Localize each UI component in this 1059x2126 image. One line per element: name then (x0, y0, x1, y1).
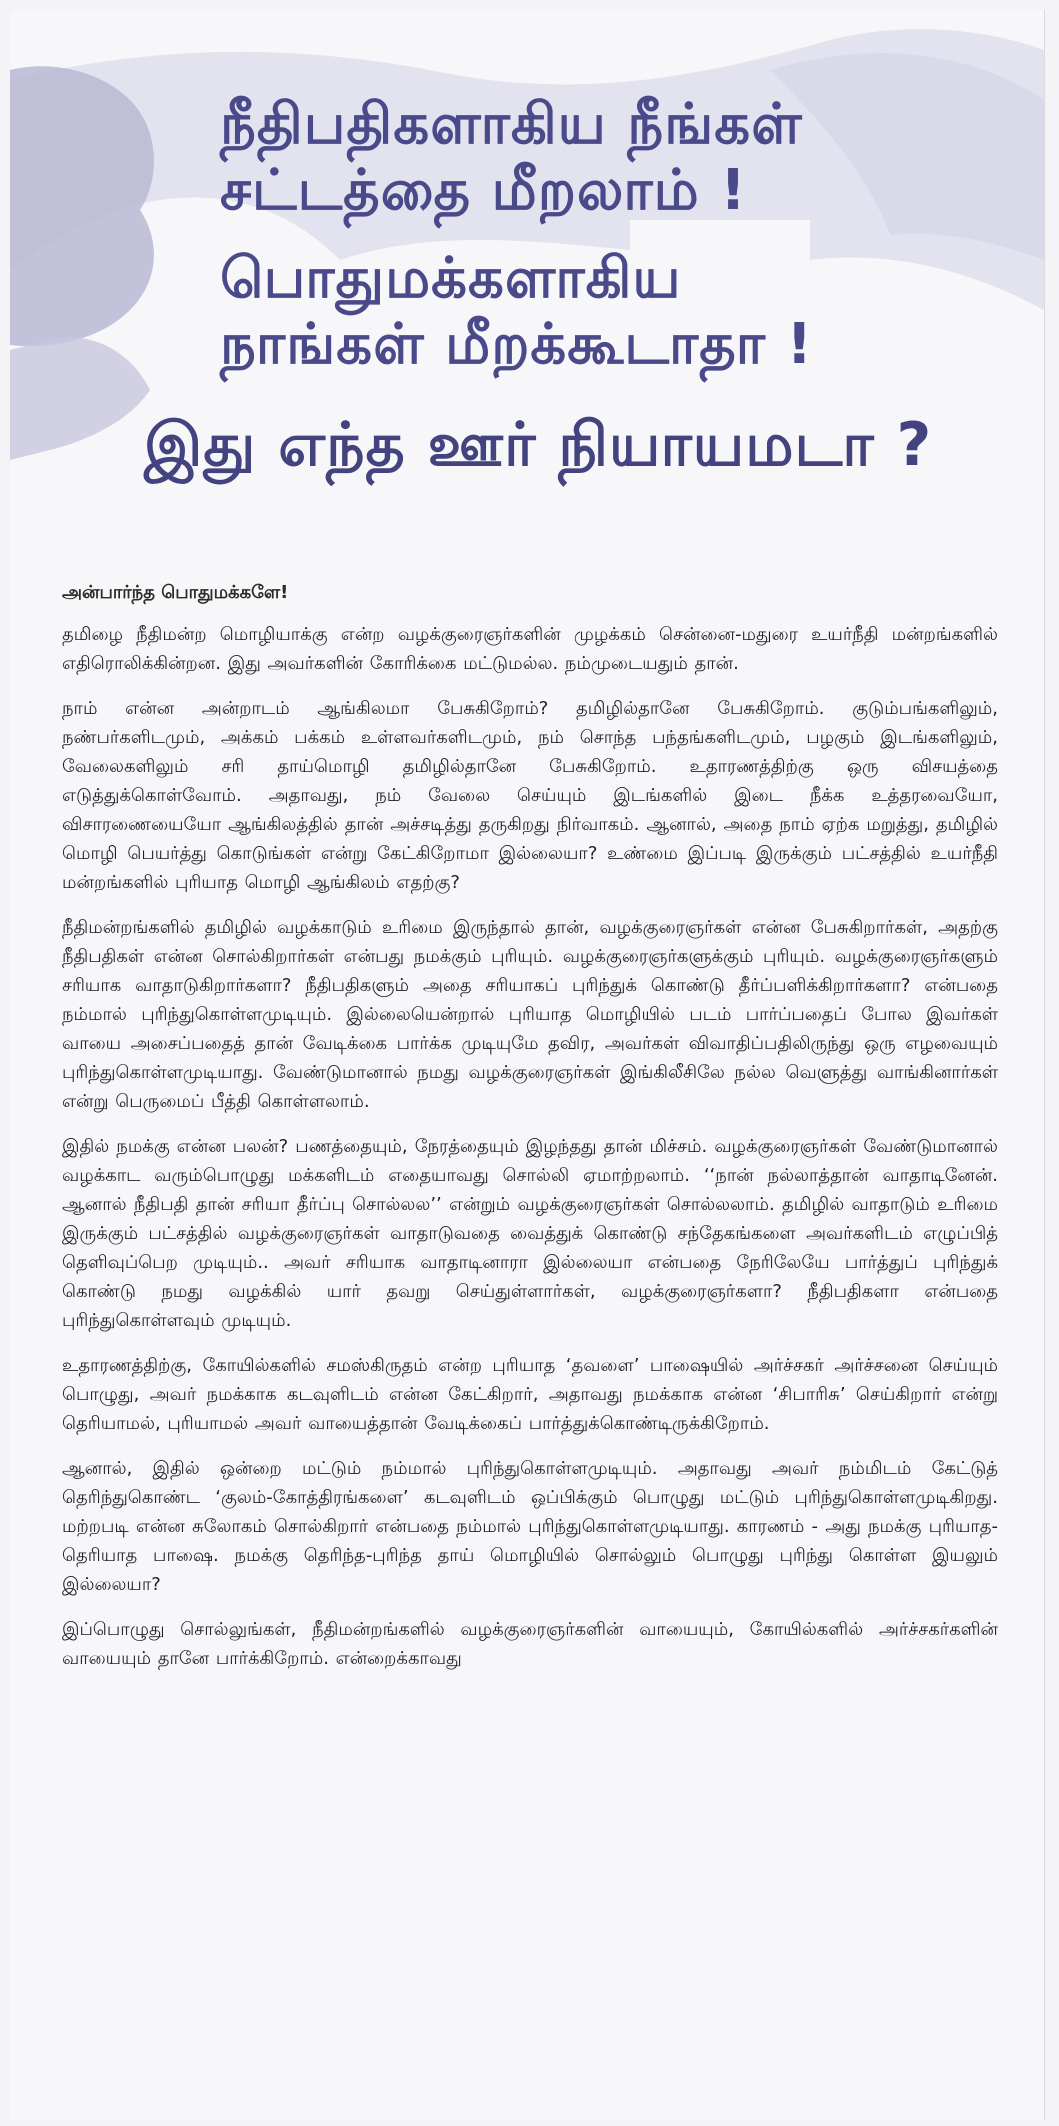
headline-line-1: நீதிபதிகளாகிய நீங்கள் (220, 92, 803, 157)
headline-line-3: பொதுமக்களாகிய (220, 246, 682, 311)
paragraph: ஆனால், இதில் ஒன்றை மட்டும் நம்மால் புரிந்துகொள்ளமுடியும். அதாவது அவர் நம்மிடம் கேட்டுத் தெரிந்துகொண்ட ‘குலம்-கோத்திரங்களை’ கடவுளிடம் ஒப்பிக்கும் பொழுது மட்டும் புரிந்துகொள்ளமுடிகிறது. மற்றபடி என்ன சுலோகம் சொல்கிறார் என்பதை நம்மால் புரிந்துகொள்ளமுடியாது. காரணம் - அது நமக்கு புரியாத-தெரியாத பாஷை. நமக்கு தெரிந்த-புரிந்த தாய் மொழியில் சொல்லும் பொழுது புரிந்து கொள்ள இயலும் இல்லையா? (62, 1458, 999, 1595)
body-text (62, 620, 998, 1689)
paragraph: இப்பொழுது சொல்லுங்கள், நீதிமன்றங்களில் வழக்குரைஞர்களின் வாயையும், கோயில்களில் அர்ச்சகர்களின் வாயையும் தானே பார்க்கிறோம். என்றைக்காவது (62, 1619, 998, 1669)
headline-line-4: நாங்கள் மீறக்கூடாதா ! (220, 312, 814, 377)
headline-main-question: இது எந்த ஊர் நியாயமடா ? (144, 410, 933, 480)
leaflet-page (10, 10, 1045, 2120)
silhouette-figure (10, 66, 154, 346)
paragraph: இதில் நமக்கு என்ன பலன்? பணத்தையும், நேரத்தையும் இழந்தது தான் மிச்சம். வழக்குரைஞர்கள் வேண்டுமானால் வழக்காட வரும்பொழுது மக்களிடம் எதையாவது சொல்லி ஏமாற்றலாம். ‘‘நான் நல்லாத்தான் வாதாடினேன். ஆனால் நீதிபதி தான் சரியா தீர்ப்பு சொல்லல’’ என்றும் வழக்குரைஞர்கள் சொல்லலாம். தமிழில் வாதாடும் உரிமை இருக்கும் பட்சத்தில் வழக்குரைஞர்கள் வாதாடுவதை வைத்துக் கொண்டு சந்தேகங்களை அவர்களிடம் எழுப்பித் தெளிவுப்பெற முடியும்.. அவர் சரியாக வாதாடினாரா இல்லையா என்பதை நேரிலேயே பார்த்துப் புரிந்துக் கொண்டு நமது வழக்கில் யார் தவறு செய்துள்ளார்கள், வழக்குரைஞர்களா? நீதிபதிகளா என்பதை புரிந்துகொள்ளவும் முடியும். (62, 1136, 998, 1331)
salutation: அன்பார்ந்த பொதுமக்களே! (62, 582, 289, 603)
paragraph: நீதிமன்றங்களில் தமிழில் வழக்காடும் உரிமை இருந்தால் தான், வழக்குரைஞர்கள் என்ன பேசுகிறார்கள், அதற்கு நீதிபதிகள் என்ன சொல்கிறார்கள் என்பது நமக்கும் புரியும். வழக்குரைஞர்களுக்கும் புரியும். வழக்குரைஞர்களும் சரியாக வாதாடுகிறார்களா? நீதிபதிகளும் அதை சரியாகப் புரிந்துக் கொண்டு தீர்ப்பளிக்கிறார்களா? என்பதை நம்மால் புரிந்துகொள்ளமுடியும். இல்லையென்றால் புரியாத மொழியில் படம் பார்ப்பதைப் போல இவர்கள் வாயை அசைப்பதைத் தான் வேடிக்கை பார்க்க முடியுமே தவிர, அவர்கள் விவாதிப்பதிலிருந்து ஒரு எழவையும் புரிந்துகொள்ளமுடியாது. வேண்டுமானால் நமது வழக்குரைஞர்கள் இங்கிலீசிலே நல்ல வெளுத்து வாங்கினார்கள் என்று பெருமைப் பீத்தி கொள்ளலாம். (62, 917, 998, 1112)
silhouette-figure-shoulder (10, 337, 150, 460)
paragraph: தமிழை நீதிமன்ற மொழியாக்கு என்ற வழக்குரைஞர்களின் முழக்கம் சென்னை-மதுரை உயர்நீதி மன்றங்களில் எதிரொலிக்கின்றன. இது அவர்களின் கோரிக்கை மட்டுமல்ல. நம்முடையதும் தான். (62, 624, 998, 674)
paragraph: நாம் என்ன அன்றாடம் ஆங்கிலமா பேசுகிறோம்? தமிழில்தானே பேசுகிறோம். குடும்பங்களிலும், நண்பர்களிடமும், அக்கம் பக்கம் உள்ளவர்களிடமும், நம் சொந்த பந்தங்களிடமும், பழகும் இடங்களிலும், வேலைகளிலும் சரி தாய்மொழி தமிழில்தானே பேசுகிறோம். உதாரணத்திற்கு ஒரு விசயத்தை எடுத்துக்கொள்வோம். அதாவது, நம் வேலை செய்யும் இடங்களில் இடை நீக்க உத்தரவையோ, விசாரணையையோ ஆங்கிலத்தில் தான் அச்சடித்து தருகிறது நிர்வாகம். ஆனால், அதை நாம் ஏற்க மறுத்து, தமிழில் மொழி பெயர்த்து கொடுங்கள் என்று கேட்கிறோமா இல்லையா? உண்மை இப்படி இருக்கும் பட்சத்தில் உயர்நீதி மன்றங்களில் புரியாத மொழி ஆங்கிலம் எதற்கு? (62, 698, 998, 893)
paragraph: உதாரணத்திற்கு, கோயில்களில் சமஸ்கிருதம் என்ற புரியாத ‘தவளை’ பாஷையில் அர்ச்சகர் அர்ச்சனை செய்யும் பொழுது, அவர் நமக்காக கடவுளிடம் என்ன கேட்கிறார், அதாவது நமக்காக என்ன ‘சிபாரிசு’ செய்கிறார் என்று தெரியாமல், புரியாமல் அவர் வாயைத்தான் வேடிக்கைப் பார்த்துக்கொண்டிருக்கிறோம். (62, 1355, 998, 1434)
headline-line-2: சட்டத்தை மீறலாம் ! (220, 158, 747, 223)
